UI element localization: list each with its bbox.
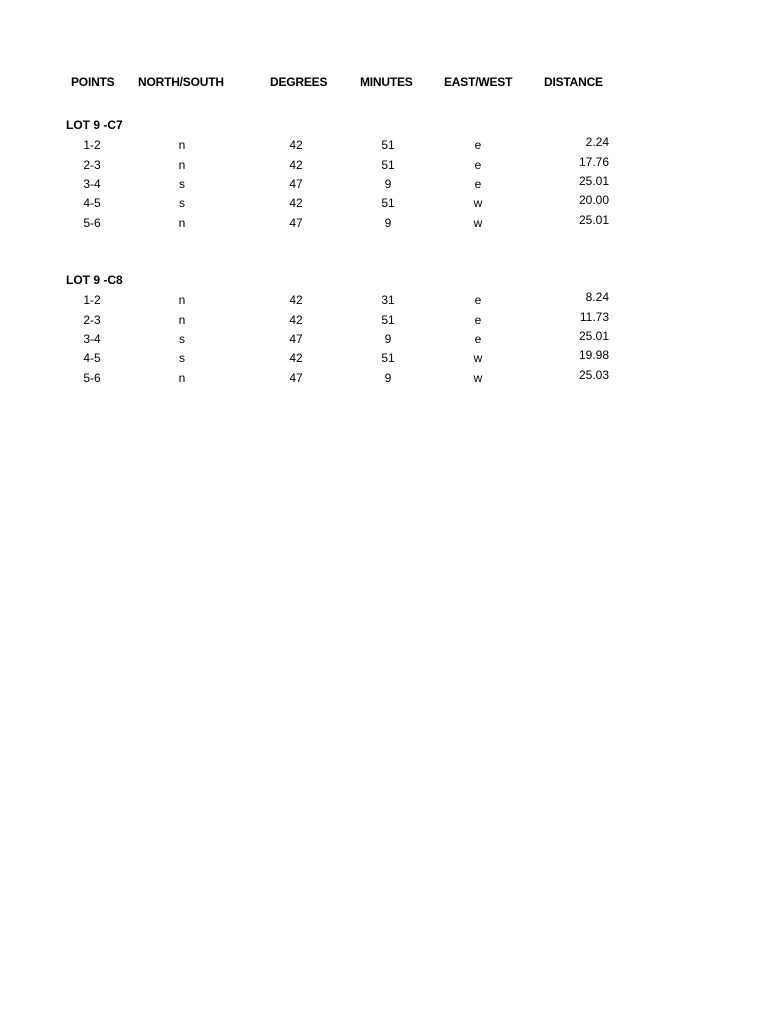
cell-degrees: 42 bbox=[289, 158, 303, 172]
cell-north-south: s bbox=[179, 196, 185, 210]
cell-points: 4-5 bbox=[83, 196, 101, 210]
header-east-west: EAST/WEST bbox=[444, 75, 513, 89]
cell-distance: 25.03 bbox=[578, 368, 609, 382]
cell-minutes: 9 bbox=[384, 177, 392, 191]
cell-east-west: e bbox=[474, 313, 482, 327]
section-title: LOT 9 -C7 bbox=[66, 118, 123, 132]
cell-degrees: 42 bbox=[289, 138, 303, 152]
header-north-south: NORTH/SOUTH bbox=[138, 75, 224, 89]
cell-minutes: 51 bbox=[381, 196, 395, 210]
cell-distance: 17.76 bbox=[578, 155, 609, 169]
cell-points: 3-4 bbox=[83, 332, 101, 346]
cell-degrees: 47 bbox=[289, 332, 303, 346]
cell-points: 1-2 bbox=[83, 293, 101, 307]
cell-minutes: 51 bbox=[381, 313, 395, 327]
cell-points: 2-3 bbox=[83, 313, 101, 327]
table-row bbox=[0, 155, 768, 176]
cell-north-south: s bbox=[179, 177, 185, 191]
cell-distance: 25.01 bbox=[578, 329, 609, 343]
cell-degrees: 42 bbox=[289, 293, 303, 307]
header-minutes: MINUTES bbox=[360, 75, 413, 89]
cell-minutes: 51 bbox=[381, 138, 395, 152]
table-row bbox=[0, 193, 768, 214]
cell-minutes: 9 bbox=[384, 216, 392, 230]
section-title: LOT 9 -C8 bbox=[66, 273, 123, 287]
header-points: POINTS bbox=[71, 75, 115, 89]
cell-east-west: w bbox=[473, 196, 483, 210]
cell-north-south: n bbox=[178, 293, 186, 307]
cell-degrees: 42 bbox=[289, 313, 303, 327]
cell-points: 5-6 bbox=[83, 216, 101, 230]
table-row bbox=[0, 368, 768, 389]
header-degrees: DEGREES bbox=[270, 75, 328, 89]
cell-east-west: e bbox=[474, 332, 482, 346]
header-distance: DISTANCE bbox=[544, 75, 603, 89]
cell-degrees: 42 bbox=[289, 196, 303, 210]
cell-degrees: 47 bbox=[289, 371, 303, 385]
cell-points: 2-3 bbox=[83, 158, 101, 172]
cell-distance: 2.24 bbox=[585, 135, 609, 149]
cell-degrees: 47 bbox=[289, 216, 303, 230]
cell-minutes: 9 bbox=[384, 371, 392, 385]
cell-minutes: 51 bbox=[381, 351, 395, 365]
cell-north-south: n bbox=[178, 138, 186, 152]
cell-points: 1-2 bbox=[83, 138, 101, 152]
cell-east-west: w bbox=[473, 371, 483, 385]
cell-north-south: n bbox=[178, 313, 186, 327]
cell-north-south: n bbox=[178, 371, 186, 385]
cell-east-west: e bbox=[474, 177, 482, 191]
cell-north-south: n bbox=[178, 158, 186, 172]
cell-minutes: 51 bbox=[381, 158, 395, 172]
cell-distance: 8.24 bbox=[585, 290, 609, 304]
cell-east-west: e bbox=[474, 138, 482, 152]
cell-degrees: 47 bbox=[289, 177, 303, 191]
table-row bbox=[0, 213, 768, 234]
cell-north-south: s bbox=[179, 332, 185, 346]
table-row bbox=[0, 329, 768, 350]
cell-minutes: 9 bbox=[384, 332, 392, 346]
cell-degrees: 42 bbox=[289, 351, 303, 365]
cell-east-west: w bbox=[473, 216, 483, 230]
cell-points: 4-5 bbox=[83, 351, 101, 365]
table-row bbox=[0, 310, 768, 331]
cell-points: 3-4 bbox=[83, 177, 101, 191]
table-row bbox=[0, 174, 768, 195]
cell-east-west: e bbox=[474, 158, 482, 172]
cell-distance: 11.73 bbox=[579, 310, 609, 324]
table-row bbox=[0, 290, 768, 311]
cell-east-west: e bbox=[474, 293, 482, 307]
table-row bbox=[0, 348, 768, 369]
table-row bbox=[0, 135, 768, 156]
cell-distance: 20.00 bbox=[578, 193, 609, 207]
cell-minutes: 31 bbox=[381, 293, 395, 307]
cell-north-south: s bbox=[179, 351, 185, 365]
cell-east-west: w bbox=[473, 351, 483, 365]
cell-points: 5-6 bbox=[83, 371, 101, 385]
cell-distance: 19.98 bbox=[578, 348, 609, 362]
cell-north-south: n bbox=[178, 216, 186, 230]
cell-distance: 25.01 bbox=[578, 213, 609, 227]
cell-distance: 25.01 bbox=[578, 174, 609, 188]
